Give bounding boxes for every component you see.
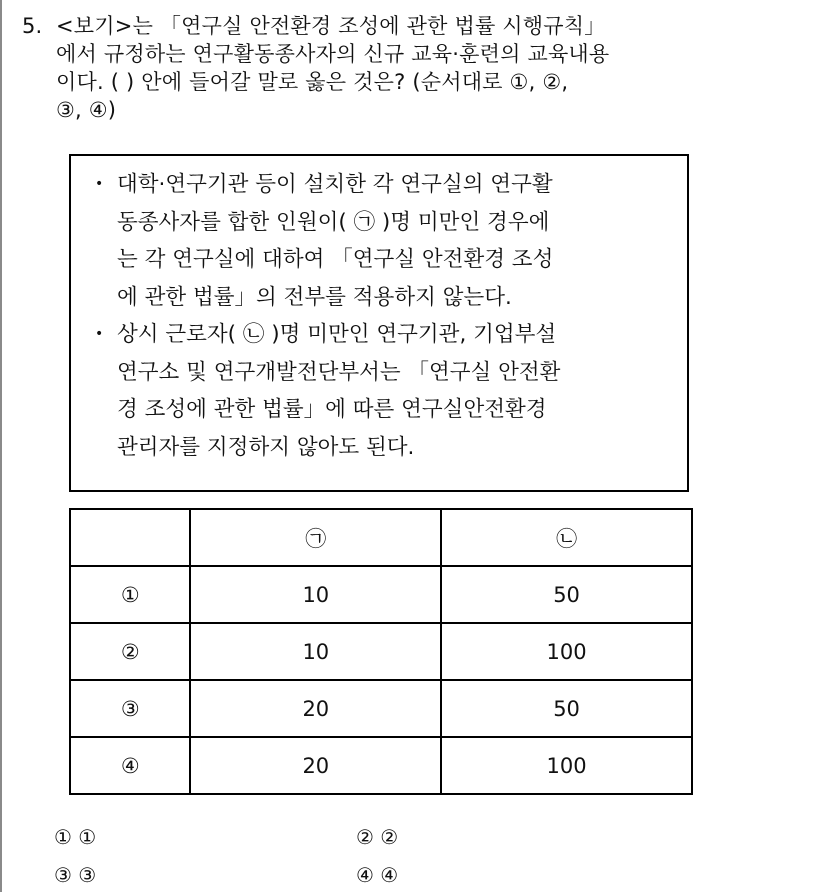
question-line: <보기>는 「연구실 안전환경 조성에 관한 법률 시행규칙」 — [56, 14, 606, 38]
table-cell: ② — [70, 623, 190, 680]
choice-text: ① — [78, 825, 97, 849]
table-row — [70, 566, 692, 623]
table-cell: 100 — [441, 737, 692, 794]
choice-text: ② — [380, 825, 399, 849]
choice-4[interactable] — [356, 856, 398, 894]
choice-text: ③ — [78, 863, 97, 887]
choice-marker: ① — [54, 825, 72, 849]
choice-1[interactable] — [54, 818, 96, 856]
question-line: ③, ④) — [56, 98, 117, 122]
choice-marker: ② — [356, 825, 374, 849]
question-number: 5. — [22, 14, 43, 38]
page-left-border — [0, 0, 2, 892]
table-header-cell: ㉠ — [190, 509, 441, 566]
bogi-line: 연구소 및 연구개발전단부서는 「연구실 안전환 — [117, 359, 561, 385]
table-cell: 10 — [190, 623, 441, 680]
table-cell: 50 — [441, 680, 692, 737]
table-header-row — [70, 509, 692, 566]
table-header-cell: ㉡ — [441, 509, 692, 566]
question — [22, 12, 812, 124]
table-row — [70, 680, 692, 737]
bogi-line: 대학·연구기관 등이 설치한 각 연구실의 연구활 — [117, 172, 553, 197]
bogi-line: 상시 근로자( ㉡ )명 미만인 연구기관, 기업부설 — [117, 322, 557, 347]
table-cell: ① — [70, 566, 190, 623]
table-row — [70, 623, 692, 680]
table-cell: ③ — [70, 680, 190, 737]
bogi-item-1 — [71, 166, 687, 316]
question-line: 에서 규정하는 연구활동종사자의 신규 교육·훈련의 교육내용 — [56, 42, 610, 66]
answer-table — [69, 508, 693, 795]
table-cell: 50 — [441, 566, 692, 623]
table-cell: 100 — [441, 623, 692, 680]
question-line: 이다. ( ) 안에 들어갈 말로 옳은 것은? (순서대로 ①, ②, — [56, 70, 569, 94]
table-cell: 10 — [190, 566, 441, 623]
bogi-line: 관리자를 지정하지 않아도 된다. — [117, 434, 415, 460]
choice-3[interactable] — [54, 856, 96, 894]
table-cell: 20 — [190, 680, 441, 737]
bogi-line: 는 각 연구실에 대하여 「연구실 안전환경 조성 — [117, 247, 554, 272]
table-row — [70, 737, 692, 794]
choice-marker: ④ — [356, 863, 374, 887]
choice-text: ④ — [380, 863, 399, 887]
bogi-item-2 — [71, 316, 687, 466]
table-cell: ④ — [70, 737, 190, 794]
bullet-icon: • — [95, 176, 104, 192]
bogi-line: 동종사자를 합한 인원이( ㉠ )명 미만인 경우에 — [117, 209, 550, 235]
bogi-box — [69, 154, 689, 492]
bogi-line: 경 조성에 관한 법률」에 따른 연구실안전환경 — [117, 397, 547, 422]
question-text — [56, 12, 812, 124]
choice-marker: ③ — [54, 863, 72, 887]
table-header-cell — [70, 509, 190, 566]
table-cell: 20 — [190, 737, 441, 794]
bogi-line: 에 관한 법률」의 전부를 적용하지 않는다. — [117, 284, 512, 310]
choice-2[interactable] — [356, 818, 398, 856]
bullet-icon: • — [95, 326, 104, 342]
